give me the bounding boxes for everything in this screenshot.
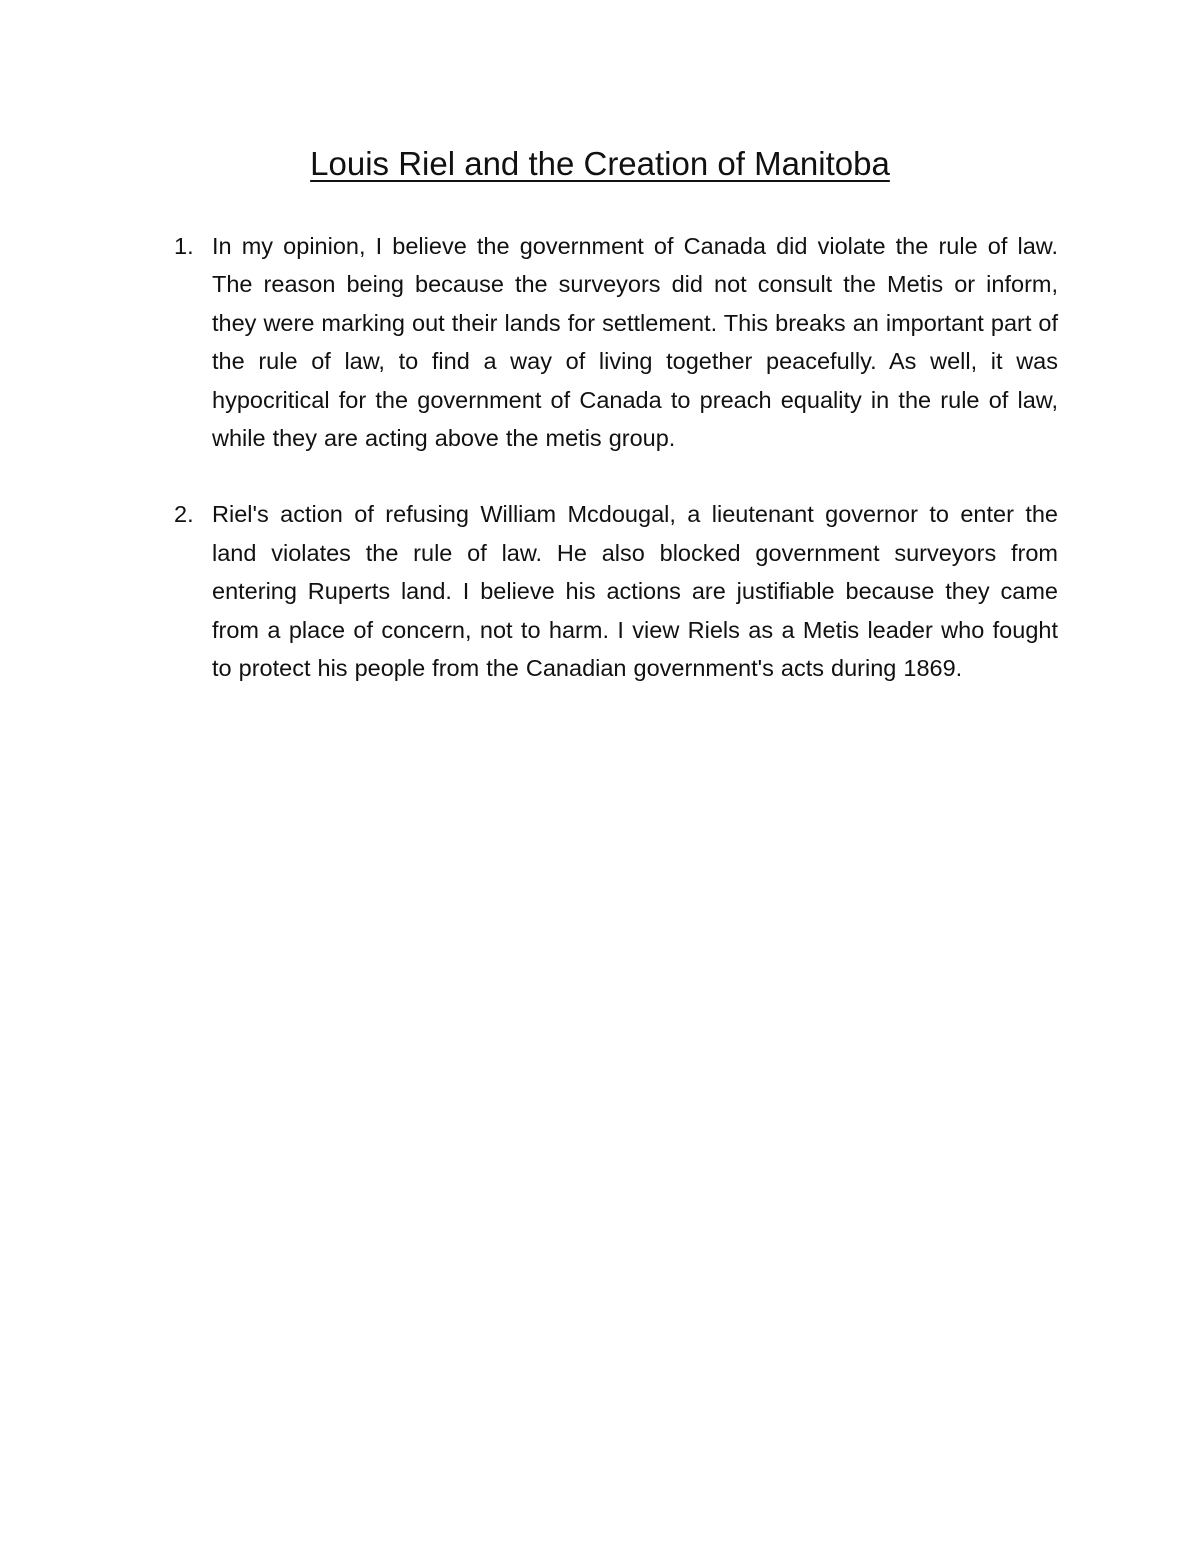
answer-text: In my opinion, I believe the government of Canada did violate the rule of law. The reason being because the surveyors did not consult the Metis or inform, they were marking out their lands for settlement. This breaks an important part of the rule of law, to find a way of living together peacefully. As well, it was hypocritical for the government of Canada to preach equality in the rule of law, while they are acting above the metis group. [212, 233, 1058, 452]
answer-text: Riel's action of refusing William Mcdougal, a lieutenant governor to enter the land violates the rule of law. He also blocked government surveyors from entering Ruperts land. I believe his actions are justifiable because they came from a place of concern, not to harm. I view Riels as a Metis leader who fought to protect his people from the Canadian government's acts during 1869. [212, 501, 1058, 682]
document-title: Louis Riel and the Creation of Manitoba [310, 145, 890, 182]
answer-number: 1. [174, 233, 194, 259]
answer-list [174, 227, 1058, 687]
answer-item-1 [174, 227, 1058, 457]
answer-number: 2. [174, 501, 194, 528]
answer-item-2 [174, 495, 1058, 687]
